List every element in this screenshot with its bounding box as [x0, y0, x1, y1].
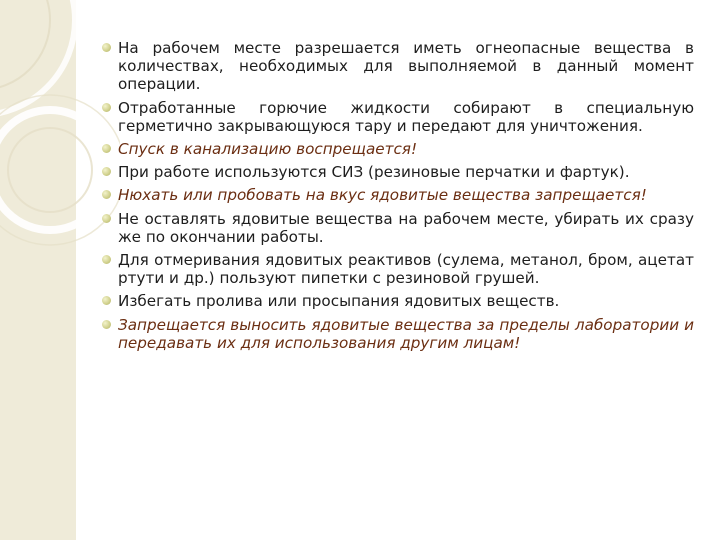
bullet-text: Избегать пролива или просыпания ядовитых веществ. [118, 292, 560, 311]
bullet-dot-icon [102, 296, 111, 305]
bullet-item [100, 210, 694, 246]
bullet-text: При работе используются СИЗ (резиновые перчатки и фартук). [118, 163, 630, 182]
bullet-list [100, 39, 694, 352]
bullet-text: Для отмеривания ядовитых реактивов (сулема, метанол, бром, ацетат ртути и др.) пользуют пипетки с резиновой грушей. [118, 251, 694, 288]
bullet-dot-icon [102, 144, 111, 153]
slide-content [100, 39, 694, 357]
bullet-text: Нюхать или пробовать на вкус ядовитые вещества запрещается! [118, 186, 647, 205]
bullet-item [100, 39, 694, 94]
bullet-text: Спуск в канализацию воспрещается! [118, 140, 418, 159]
bullet-dot-icon [102, 103, 111, 112]
bullet-text: Не оставлять ядовитые вещества на рабочем месте, убирать их сразу же по окончании работы. [118, 209, 694, 246]
bullet-dot-icon [102, 167, 111, 176]
bullet-text: Отработанные горючие жидкости собирают в специальную герметично закрывающуюся тару и передают для уничтожения. [118, 98, 694, 135]
bullet-dot-icon [102, 320, 111, 329]
bullet-dot-icon [102, 255, 111, 264]
bullet-text: На рабочем месте разрешается иметь огнеопасные вещества в количествах, необходимых для выполняемой в данный момент операции. [118, 39, 694, 94]
bullet-text: Запрещается выносить ядовитые вещества за пределы лаборатории и передавать их для использования другим лицам! [118, 315, 694, 352]
bullet-dot-icon [102, 190, 111, 199]
bullet-item [100, 163, 694, 181]
bullet-item [100, 140, 694, 158]
bullet-dot-icon [102, 214, 111, 223]
bullet-item [100, 316, 694, 352]
bullet-item [100, 186, 694, 204]
bullet-item [100, 251, 694, 287]
bullet-item [100, 99, 694, 135]
bullet-dot-icon [102, 43, 111, 52]
bullet-item [100, 292, 694, 310]
